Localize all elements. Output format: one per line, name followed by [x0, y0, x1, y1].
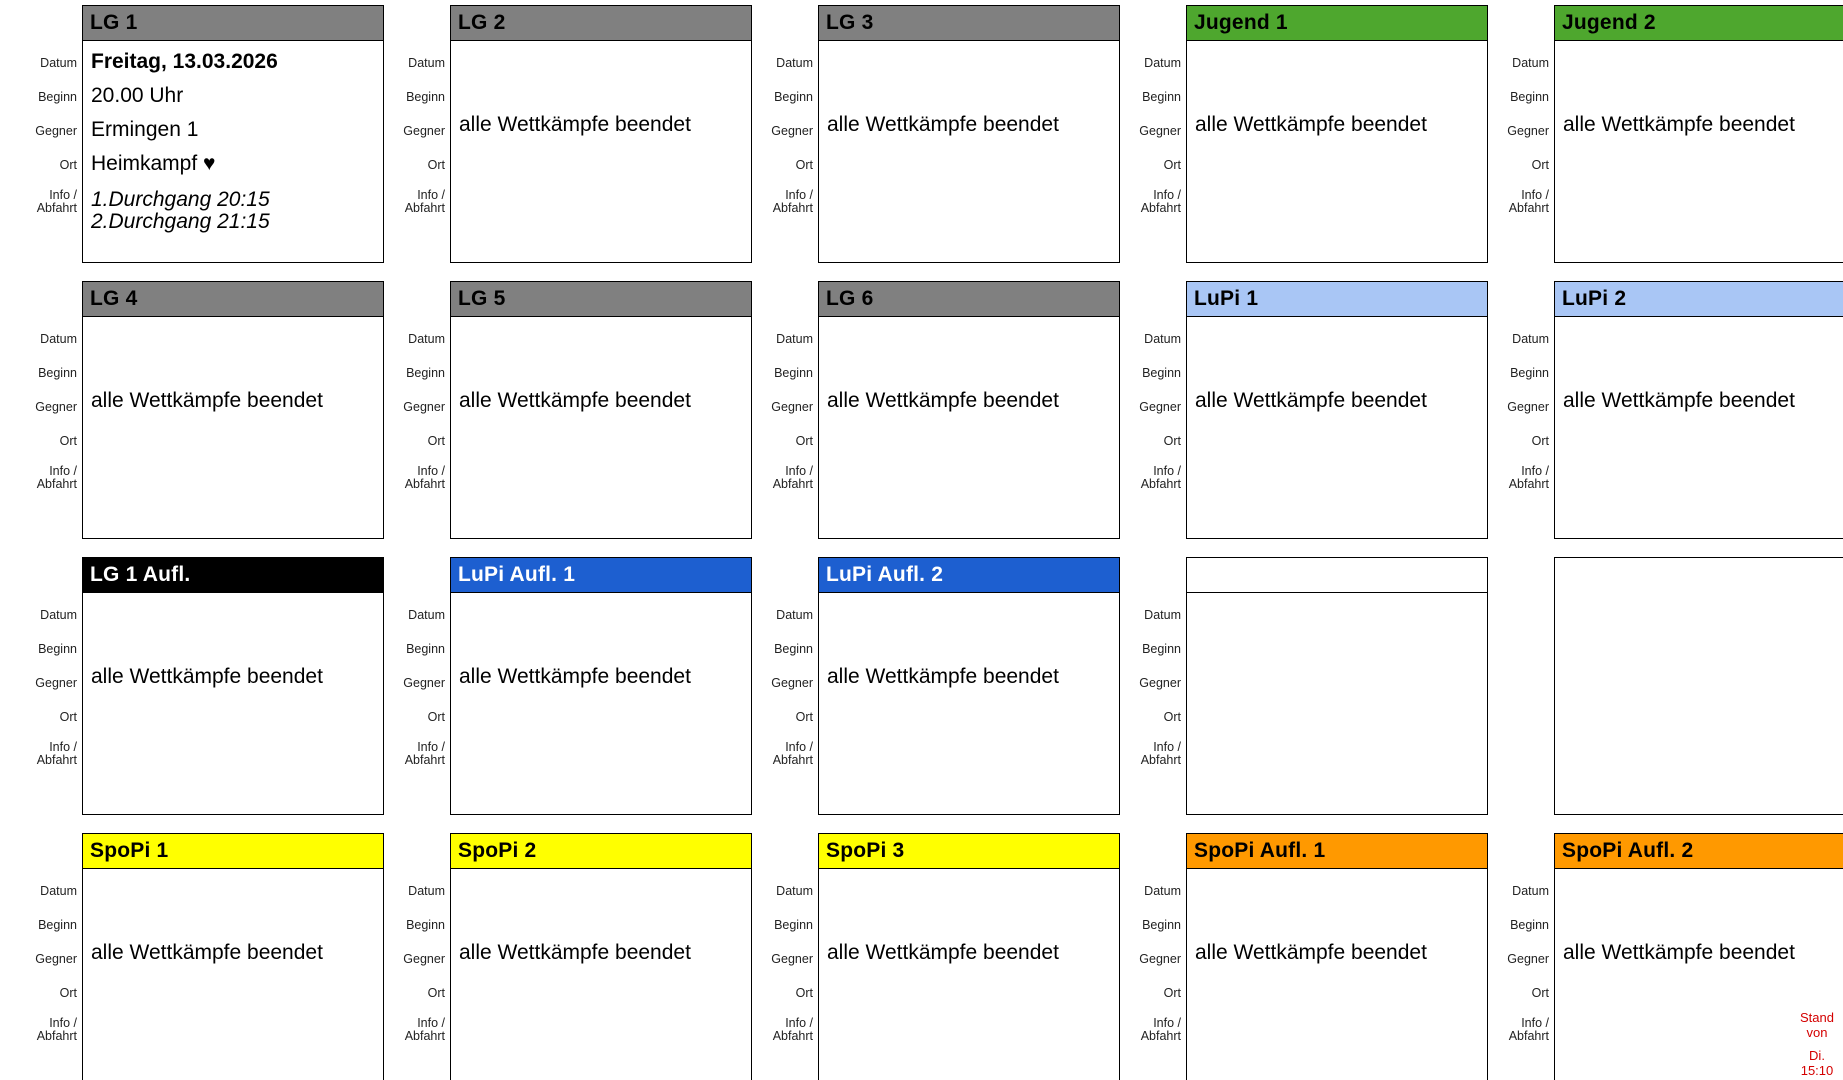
- label-info: Info /: [49, 188, 77, 202]
- status-message: alle Wettkämpfe beendet: [91, 389, 323, 412]
- label-beginn: Beginn: [38, 642, 77, 656]
- card-title: LuPi 2: [1562, 287, 1627, 310]
- label-gegner: Gegner: [1139, 400, 1181, 414]
- stand-gap: [1793, 1040, 1841, 1048]
- card-title: SpoPi Aufl. 2: [1562, 839, 1694, 862]
- label-abfahrt: Abfahrt: [772, 477, 813, 491]
- label-info-abfahrt: [1141, 1017, 1181, 1043]
- label-abfahrt: Abfahrt: [772, 1029, 813, 1043]
- field-label-column: [756, 593, 818, 815]
- label-ort: Ort: [427, 434, 445, 448]
- label-gegner: Gegner: [35, 400, 77, 414]
- card-title: LG 5: [458, 287, 506, 310]
- label-datum: Datum: [1512, 332, 1549, 346]
- label-beginn: Beginn: [1142, 918, 1181, 932]
- label-info: Info /: [785, 188, 813, 202]
- card-header: [450, 281, 752, 317]
- match-card: [388, 557, 752, 815]
- label-info-abfahrt: [405, 189, 445, 215]
- label-gegner: Gegner: [35, 124, 77, 138]
- label-beginn: Beginn: [1142, 366, 1181, 380]
- label-info: Info /: [785, 464, 813, 478]
- label-info-abfahrt: [37, 1017, 77, 1043]
- match-card: [1492, 833, 1843, 1080]
- status-message: alle Wettkämpfe beendet: [827, 941, 1059, 964]
- label-ort: Ort: [1163, 434, 1181, 448]
- label-datum: Datum: [40, 56, 77, 70]
- label-beginn: Beginn: [774, 918, 813, 932]
- label-info-abfahrt: [1509, 465, 1549, 491]
- card-title: SpoPi Aufl. 1: [1194, 839, 1326, 862]
- stand-line-1: Stand: [1800, 1010, 1834, 1025]
- card-body: [818, 869, 1120, 1080]
- status-message: alle Wettkämpfe beendet: [1195, 113, 1427, 136]
- field-label-column: [388, 317, 450, 539]
- label-abfahrt: Abfahrt: [1508, 201, 1549, 215]
- label-info: Info /: [49, 464, 77, 478]
- label-ort: Ort: [59, 986, 77, 1000]
- card-body: [82, 41, 384, 263]
- card-body: [1554, 317, 1843, 539]
- label-beginn: Beginn: [774, 642, 813, 656]
- label-info-abfahrt: [405, 1017, 445, 1043]
- label-beginn: Beginn: [406, 642, 445, 656]
- field-label-column: [388, 593, 450, 815]
- label-ort: Ort: [795, 434, 813, 448]
- label-ort: Ort: [1163, 986, 1181, 1000]
- label-info-abfahrt: [37, 741, 77, 767]
- label-ort: Ort: [59, 710, 77, 724]
- card-title: LG 1 Aufl.: [90, 563, 191, 586]
- field-label-column: [20, 317, 82, 539]
- label-beginn: Beginn: [38, 90, 77, 104]
- match-card: [1492, 5, 1843, 263]
- label-info: Info /: [49, 1016, 77, 1030]
- card-header: [1554, 833, 1843, 869]
- match-card: [1492, 281, 1843, 539]
- label-abfahrt: Abfahrt: [36, 753, 77, 767]
- card-header: [818, 281, 1120, 317]
- field-label-column: [756, 317, 818, 539]
- field-label-column: [1124, 41, 1186, 263]
- label-ort: Ort: [1531, 158, 1549, 172]
- match-card: [20, 5, 384, 263]
- card-title: SpoPi 3: [826, 839, 905, 862]
- label-info: Info /: [1153, 1016, 1181, 1030]
- field-label-column: [1492, 869, 1554, 1080]
- label-gegner: Gegner: [403, 676, 445, 690]
- field-label-column: [388, 41, 450, 263]
- card-body: [82, 317, 384, 539]
- status-message: alle Wettkämpfe beendet: [91, 941, 323, 964]
- label-datum: Datum: [1512, 884, 1549, 898]
- label-ort: Ort: [795, 158, 813, 172]
- label-abfahrt: Abfahrt: [1140, 201, 1181, 215]
- card-header: [1186, 281, 1488, 317]
- label-datum: Datum: [40, 884, 77, 898]
- label-abfahrt: Abfahrt: [36, 201, 77, 215]
- card-body: [818, 41, 1120, 263]
- card-body: [450, 317, 752, 539]
- label-info: Info /: [785, 1016, 813, 1030]
- status-message: alle Wettkämpfe beendet: [459, 665, 691, 688]
- label-info: Info /: [785, 740, 813, 754]
- label-beginn: Beginn: [774, 90, 813, 104]
- match-card: [756, 281, 1120, 539]
- field-label-column: [1492, 317, 1554, 539]
- label-beginn: Beginn: [1142, 642, 1181, 656]
- label-abfahrt: Abfahrt: [1140, 753, 1181, 767]
- field-label-column: [388, 869, 450, 1080]
- field-label-column: [1492, 41, 1554, 263]
- card-header: [82, 281, 384, 317]
- label-beginn: Beginn: [406, 90, 445, 104]
- label-ort: Ort: [1531, 986, 1549, 1000]
- match-card: [1124, 281, 1488, 539]
- label-abfahrt: Abfahrt: [1508, 477, 1549, 491]
- card-header: [818, 5, 1120, 41]
- card-title: LG 2: [458, 11, 506, 34]
- status-message: alle Wettkämpfe beendet: [1195, 389, 1427, 412]
- match-card: [20, 281, 384, 539]
- label-info-abfahrt: [1509, 189, 1549, 215]
- label-datum: Datum: [1512, 56, 1549, 70]
- label-gegner: Gegner: [35, 952, 77, 966]
- label-gegner: Gegner: [403, 952, 445, 966]
- label-abfahrt: Abfahrt: [772, 201, 813, 215]
- match-card: [388, 833, 752, 1080]
- label-beginn: Beginn: [1142, 90, 1181, 104]
- label-ort: Ort: [795, 710, 813, 724]
- card-title: LuPi Aufl. 2: [826, 563, 944, 586]
- label-datum: Datum: [40, 608, 77, 622]
- label-datum: Datum: [1144, 332, 1181, 346]
- card-title: LuPi 1: [1194, 287, 1259, 310]
- label-info-abfahrt: [773, 189, 813, 215]
- label-info: Info /: [417, 188, 445, 202]
- value-datum: Freitag, 13.03.2026: [91, 50, 278, 73]
- status-message: alle Wettkämpfe beendet: [459, 113, 691, 136]
- label-info-abfahrt: [37, 189, 77, 215]
- label-abfahrt: Abfahrt: [772, 753, 813, 767]
- label-datum: Datum: [776, 332, 813, 346]
- label-abfahrt: Abfahrt: [404, 1029, 445, 1043]
- label-ort: Ort: [795, 986, 813, 1000]
- value-info-line-1: 1.Durchgang 20:15: [91, 188, 270, 211]
- label-datum: Datum: [776, 884, 813, 898]
- label-ort: Ort: [1531, 434, 1549, 448]
- label-gegner: Gegner: [1507, 952, 1549, 966]
- card-body: [450, 41, 752, 263]
- label-info: Info /: [417, 740, 445, 754]
- card-header: [818, 557, 1120, 593]
- card-grid: [20, 5, 1820, 1080]
- card-body: [450, 593, 752, 815]
- stand-line-4: 15:10: [1800, 1063, 1834, 1078]
- card-body: [1186, 869, 1488, 1080]
- label-info-abfahrt: [773, 1017, 813, 1043]
- label-datum: Datum: [408, 332, 445, 346]
- match-card: [20, 833, 384, 1080]
- status-message: alle Wettkämpfe beendet: [827, 389, 1059, 412]
- card-title: Jugend 2: [1562, 11, 1656, 34]
- label-info: Info /: [417, 464, 445, 478]
- value-gegner: Ermingen 1: [91, 118, 199, 141]
- label-info: Info /: [49, 740, 77, 754]
- card-header: [1554, 5, 1843, 41]
- card-header: [1186, 557, 1488, 593]
- card-body: [1554, 557, 1843, 815]
- label-gegner: Gegner: [771, 124, 813, 138]
- card-header: [450, 833, 752, 869]
- label-abfahrt: Abfahrt: [404, 477, 445, 491]
- status-message: alle Wettkämpfe beendet: [827, 665, 1059, 688]
- label-gegner: Gegner: [1507, 400, 1549, 414]
- label-info-abfahrt: [1141, 189, 1181, 215]
- label-abfahrt: Abfahrt: [1508, 1029, 1549, 1043]
- value-beginn: 20.00 Uhr: [91, 84, 184, 107]
- card-header: [818, 833, 1120, 869]
- value-ort: Heimkampf ♥: [91, 152, 216, 175]
- label-datum: Datum: [776, 608, 813, 622]
- label-gegner: Gegner: [403, 400, 445, 414]
- field-label-column: [20, 593, 82, 815]
- card-title: LG 6: [826, 287, 874, 310]
- card-header: [1554, 281, 1843, 317]
- card-title: LG 3: [826, 11, 874, 34]
- card-body: [818, 317, 1120, 539]
- value-info-abfahrt: [91, 189, 270, 233]
- card-header: [82, 5, 384, 41]
- card-header: [1186, 5, 1488, 41]
- field-label-column: [20, 869, 82, 1080]
- status-message: alle Wettkämpfe beendet: [91, 665, 323, 688]
- match-card: [1124, 833, 1488, 1080]
- label-gegner: Gegner: [1507, 124, 1549, 138]
- label-info: Info /: [1521, 1016, 1549, 1030]
- label-info-abfahrt: [1141, 465, 1181, 491]
- match-card: [1124, 5, 1488, 263]
- match-card: [1492, 557, 1843, 815]
- label-gegner: Gegner: [771, 952, 813, 966]
- label-beginn: Beginn: [38, 366, 77, 380]
- card-body: [82, 593, 384, 815]
- label-beginn: Beginn: [1510, 918, 1549, 932]
- card-body: [1186, 41, 1488, 263]
- label-beginn: Beginn: [1510, 366, 1549, 380]
- label-beginn: Beginn: [38, 918, 77, 932]
- match-card: [756, 5, 1120, 263]
- label-ort: Ort: [59, 158, 77, 172]
- label-beginn: Beginn: [406, 918, 445, 932]
- label-gegner: Gegner: [771, 676, 813, 690]
- card-body: [1554, 41, 1843, 263]
- label-ort: Ort: [427, 158, 445, 172]
- status-message: alle Wettkämpfe beendet: [1563, 389, 1795, 412]
- match-details: [91, 41, 381, 262]
- label-ort: Ort: [427, 986, 445, 1000]
- value-info-line-2: 2.Durchgang 21:15: [91, 210, 270, 233]
- label-info: Info /: [1153, 464, 1181, 478]
- status-message: alle Wettkämpfe beendet: [827, 113, 1059, 136]
- match-card: [20, 557, 384, 815]
- label-ort: Ort: [59, 434, 77, 448]
- status-message: alle Wettkämpfe beendet: [1195, 941, 1427, 964]
- card-title: Jugend 1: [1194, 11, 1288, 34]
- label-ort: Ort: [1163, 158, 1181, 172]
- stand-line-2: von: [1806, 1025, 1828, 1040]
- status-message: alle Wettkämpfe beendet: [459, 389, 691, 412]
- label-datum: Datum: [408, 56, 445, 70]
- label-datum: Datum: [1144, 884, 1181, 898]
- label-info-abfahrt: [1509, 1017, 1549, 1043]
- label-gegner: Gegner: [771, 400, 813, 414]
- label-info: Info /: [1521, 464, 1549, 478]
- label-info-abfahrt: [405, 465, 445, 491]
- card-title: LuPi Aufl. 1: [458, 563, 576, 586]
- label-ort: Ort: [1163, 710, 1181, 724]
- status-message: alle Wettkämpfe beendet: [1563, 113, 1795, 136]
- label-info: Info /: [1153, 188, 1181, 202]
- card-body: [82, 869, 384, 1080]
- card-title: LG 4: [90, 287, 138, 310]
- label-datum: Datum: [408, 608, 445, 622]
- label-gegner: Gegner: [1139, 676, 1181, 690]
- card-title: SpoPi 1: [90, 839, 169, 862]
- label-abfahrt: Abfahrt: [1140, 1029, 1181, 1043]
- label-datum: Datum: [1144, 608, 1181, 622]
- label-info-abfahrt: [773, 741, 813, 767]
- card-title: LG 1: [90, 11, 138, 34]
- match-card: [388, 5, 752, 263]
- stand-line-3: Di.: [1809, 1048, 1825, 1063]
- label-abfahrt: Abfahrt: [36, 477, 77, 491]
- field-label-column: [1124, 317, 1186, 539]
- label-info-abfahrt: [773, 465, 813, 491]
- card-body: [1186, 317, 1488, 539]
- label-beginn: Beginn: [406, 366, 445, 380]
- field-label-column: [756, 41, 818, 263]
- label-abfahrt: Abfahrt: [1140, 477, 1181, 491]
- match-card: [1124, 557, 1488, 815]
- label-ort: Ort: [427, 710, 445, 724]
- label-datum: Datum: [40, 332, 77, 346]
- label-datum: Datum: [776, 56, 813, 70]
- label-info: Info /: [417, 1016, 445, 1030]
- label-info: Info /: [1521, 188, 1549, 202]
- card-header: [450, 5, 752, 41]
- match-card: [756, 557, 1120, 815]
- label-info-abfahrt: [1141, 741, 1181, 767]
- card-header: [450, 557, 752, 593]
- field-label-column: [1124, 869, 1186, 1080]
- status-message: alle Wettkämpfe beendet: [1563, 941, 1795, 964]
- label-beginn: Beginn: [774, 366, 813, 380]
- label-beginn: Beginn: [1510, 90, 1549, 104]
- card-header: [82, 833, 384, 869]
- field-label-column: [756, 869, 818, 1080]
- card-body: [1186, 593, 1488, 815]
- label-abfahrt: Abfahrt: [404, 201, 445, 215]
- label-info: Info /: [1153, 740, 1181, 754]
- label-gegner: Gegner: [1139, 124, 1181, 138]
- label-info-abfahrt: [405, 741, 445, 767]
- card-header: [82, 557, 384, 593]
- field-label-column: [20, 41, 82, 263]
- label-abfahrt: Abfahrt: [404, 753, 445, 767]
- label-datum: Datum: [1144, 56, 1181, 70]
- match-card: [756, 833, 1120, 1080]
- match-card: [388, 281, 752, 539]
- card-body: [450, 869, 752, 1080]
- label-datum: Datum: [408, 884, 445, 898]
- label-gegner: Gegner: [1139, 952, 1181, 966]
- card-body: [818, 593, 1120, 815]
- label-info-abfahrt: [37, 465, 77, 491]
- label-abfahrt: Abfahrt: [36, 1029, 77, 1043]
- status-message: alle Wettkämpfe beendet: [459, 941, 691, 964]
- card-header: [1186, 833, 1488, 869]
- status-timestamp: [1793, 1010, 1841, 1078]
- card-title: SpoPi 2: [458, 839, 537, 862]
- field-label-column: [1124, 593, 1186, 815]
- label-gegner: Gegner: [35, 676, 77, 690]
- label-gegner: Gegner: [403, 124, 445, 138]
